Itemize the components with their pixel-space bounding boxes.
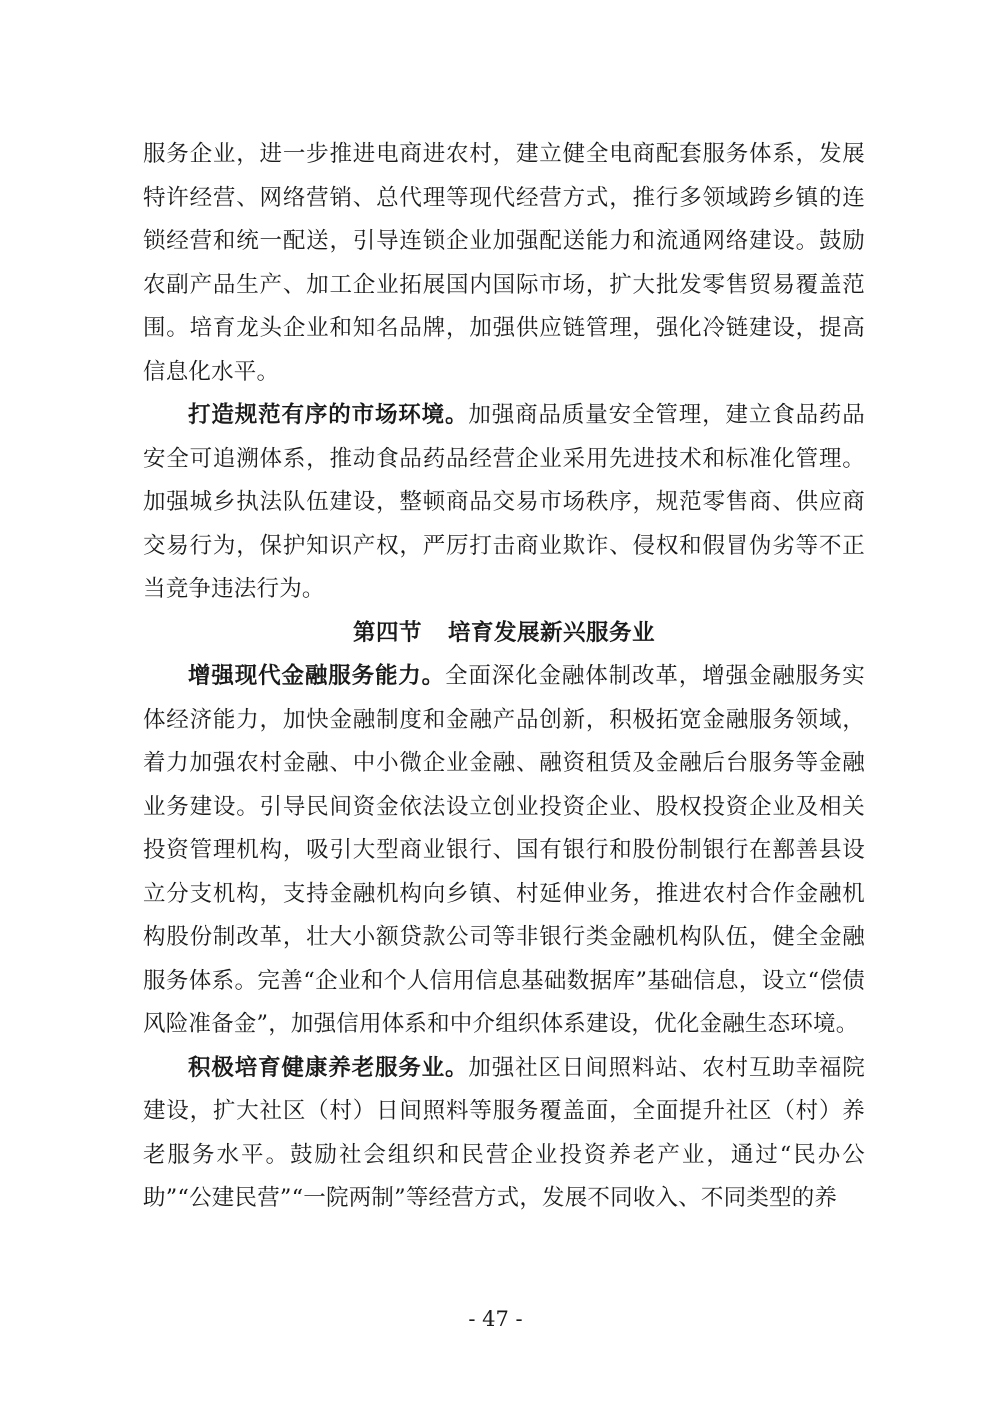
paragraph-text: 加强商品质量安全管理，建立食品药品安全可追溯体系，推动食品药品经营企业采用先进技术和标准化管理。加强城乡执法队伍建设，整顿商品交易市场秩序，规范零售商、供应商交易行为，保护知识产权，严厉打击商业欺诈、侵权和假冒伪劣等不正当竞争违法行为。 <box>143 402 866 602</box>
paragraph-market-environment <box>143 394 865 612</box>
page-number: - 47 - <box>468 1307 523 1331</box>
section-number: 第四节 <box>352 619 422 646</box>
paragraph-lead: 打造规范有序的市场环境。 <box>188 402 469 428</box>
paragraph-elderly-care <box>143 1047 865 1221</box>
paragraph-lead: 积极培育健康养老服务业。 <box>188 1054 469 1081</box>
paragraph-finance-services <box>143 655 865 1047</box>
section-heading <box>143 612 865 656</box>
section-title: 培育发展新兴服务业 <box>448 619 656 646</box>
paragraph-text: 加强社区日间照料站、农村互助幸福院建设，扩大社区（村）日间照料等服务覆盖面，全面提升社区（村）养老服务水平。鼓励社会组织和民营企业投资养老产业，通过“民办公助”“公建民营”“一院两制”等经营方式，发展不同收入、不同类型的养 <box>143 1054 866 1211</box>
page-body <box>143 133 865 1221</box>
paragraph-continued <box>143 133 865 394</box>
paragraph-text: 服务企业，进一步推进电商进农村，建立健全电商配套服务体系，发展特许经营、网络营销、总代理等现代经营方式，推行多领域跨乡镇的连锁经营和统一配送，引导连锁企业加强配送能力和流通网络建设。鼓励农副产品生产、加工企业拓展国内国际市场，扩大批发零售贸易覆盖范围。培育龙头企业和知名品牌，加强供应链管理，强化冷链建设，提高信息化水平。 <box>143 141 865 385</box>
paragraph-lead: 增强现代金融服务能力。 <box>188 663 446 689</box>
paragraph-text: 全面深化金融体制改革，增强金融服务实体经济能力，加快金融制度和金融产品创新，积极拓宽金融服务领域，着力加强农村金融、中小微企业金融、融资租赁及金融后台服务等金融业务建设。引导民间资金依法设立创业投资企业、股权投资企业及相关投资管理机构，吸引大型商业银行、国有银行和股份制银行在鄯善县设立分支机构，支持金融机构向乡镇、村延伸业务，推进农村合作金融机构股份制改革，壮大小额贷款公司等非银行类金融机构队伍，健全金融服务体系。完善“企业和个人信用信息基础数据库”基础信息，设立“偿债风险准备金”，加强信用体系和中介组织体系建设，优化金融生态环境。 <box>143 663 865 1037</box>
